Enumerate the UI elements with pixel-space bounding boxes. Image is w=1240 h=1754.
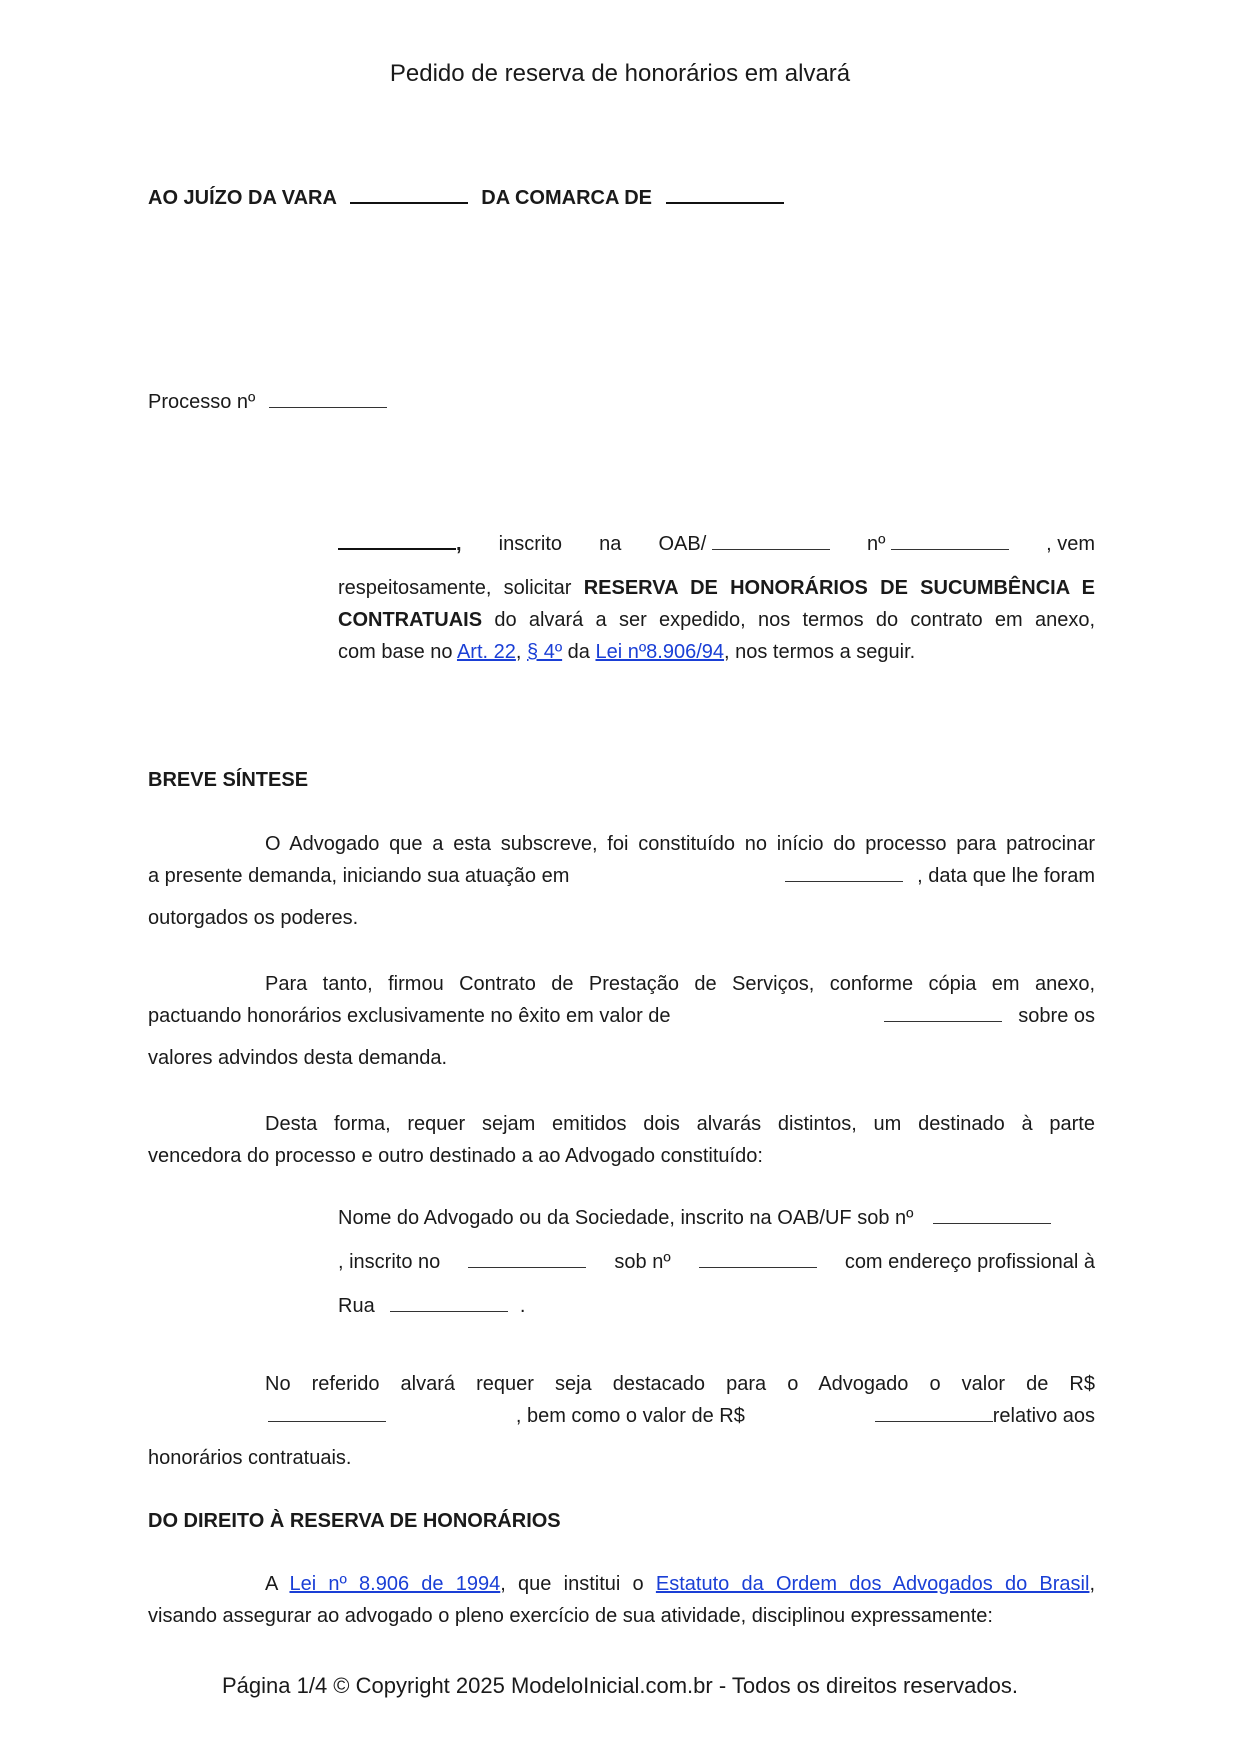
link-paragraph-4[interactable]: § 4º bbox=[527, 641, 563, 663]
blank-start-date bbox=[785, 863, 903, 882]
blank-inscrito-no bbox=[468, 1249, 586, 1268]
paragraph-1: O Advogado que a esta subscreve, foi constituído no início do processo para patrocinar a presente demanda, iniciando sua atuação em , data que lhe foram outorgados os poderes. bbox=[148, 833, 1095, 929]
paragraph-2: Para tanto, firmou Contrato de Prestação de Serviços, conforme cópia em anexo, pactuando honorários exclusivamente no êxito em valor de sobre os valores advindos desta demanda. bbox=[148, 973, 1095, 1069]
blank-oab-number bbox=[891, 531, 1009, 550]
blank-success-fee bbox=[884, 1003, 1002, 1022]
addressee-part2: DA COMARCA DE bbox=[481, 187, 653, 209]
link-lei-8906-1994[interactable]: Lei nº 8.906 de 1994 bbox=[289, 1573, 501, 1595]
blank-value-advogado bbox=[268, 1403, 386, 1422]
intro-body: respeitosamente, solicitar RESERVA DE HONORÁRIOS DE SUCUMBÊNCIA E CONTRATUAIS do alvará a ser expedido, nos termos do contrato em anexo, com base no Art. 22, § 4º da Lei nº8.906/94, nos termos a seguir. bbox=[338, 577, 1095, 663]
link-estatuto-oab[interactable]: Estatuto da Ordem dos Advogados do Brasil bbox=[655, 1573, 1090, 1595]
page-footer: Página 1/4 © Copyright 2025 ModeloInicial.com.br - Todos os direitos reservados. bbox=[222, 1673, 1018, 1698]
paragraph-4: No referido alvará requer seja destacado para o Advogado o valor de R$ , bem como o valor de R$ relativo aos honorários contratuais. bbox=[148, 1373, 1095, 1469]
blank-vara bbox=[350, 184, 468, 204]
section-title-direito-reserva: DO DIREITO À RESERVA DE HONORÁRIOS bbox=[148, 1510, 561, 1532]
process-line bbox=[148, 386, 387, 418]
blank-oab-uf-number bbox=[933, 1205, 1051, 1224]
blank-sob-numero bbox=[699, 1249, 817, 1268]
section-title-breve-sintese: BREVE SÍNTESE bbox=[148, 769, 309, 791]
intro-line-1: , inscrito na OAB/ nº , vem bbox=[338, 528, 1095, 560]
process-label: Processo nº bbox=[148, 391, 256, 413]
intro-paragraph bbox=[338, 528, 1095, 668]
link-art-22[interactable]: Art. 22 bbox=[456, 641, 516, 663]
paragraph-5: A Lei nº 8.906 de 1994, que institui o Estatuto da Ordem dos Advogados do Brasil, visando assegurar ao advogado o pleno exercício de sua atividade, disciplinou expressamente: bbox=[148, 1573, 1095, 1627]
advocate-identification-block: Nome do Advogado ou da Sociedade, inscrito na OAB/UF sob nº , inscrito no sob nº com endereço profissional à Rua . bbox=[338, 1207, 1095, 1317]
addressee-part1: AO JUÍZO DA VARA bbox=[148, 187, 337, 209]
blank-comarca bbox=[666, 184, 784, 204]
blank-process-number bbox=[269, 389, 387, 408]
blank-rua bbox=[390, 1293, 508, 1312]
page-header-title: Pedido de reserva de honorários em alvará bbox=[389, 60, 851, 87]
blank-value-contratuais bbox=[875, 1403, 993, 1422]
blank-advogado-name bbox=[338, 530, 456, 550]
paragraph-3: Desta forma, requer sejam emitidos dois alvarás distintos, um destinado à parte vencedora do processo e outro destinado a ao Advogado constituído: bbox=[148, 1113, 1095, 1167]
blank-oab-uf bbox=[712, 531, 830, 550]
addressee-line bbox=[148, 182, 784, 214]
link-lei-8906[interactable]: Lei nº8.906/94 bbox=[595, 641, 725, 663]
